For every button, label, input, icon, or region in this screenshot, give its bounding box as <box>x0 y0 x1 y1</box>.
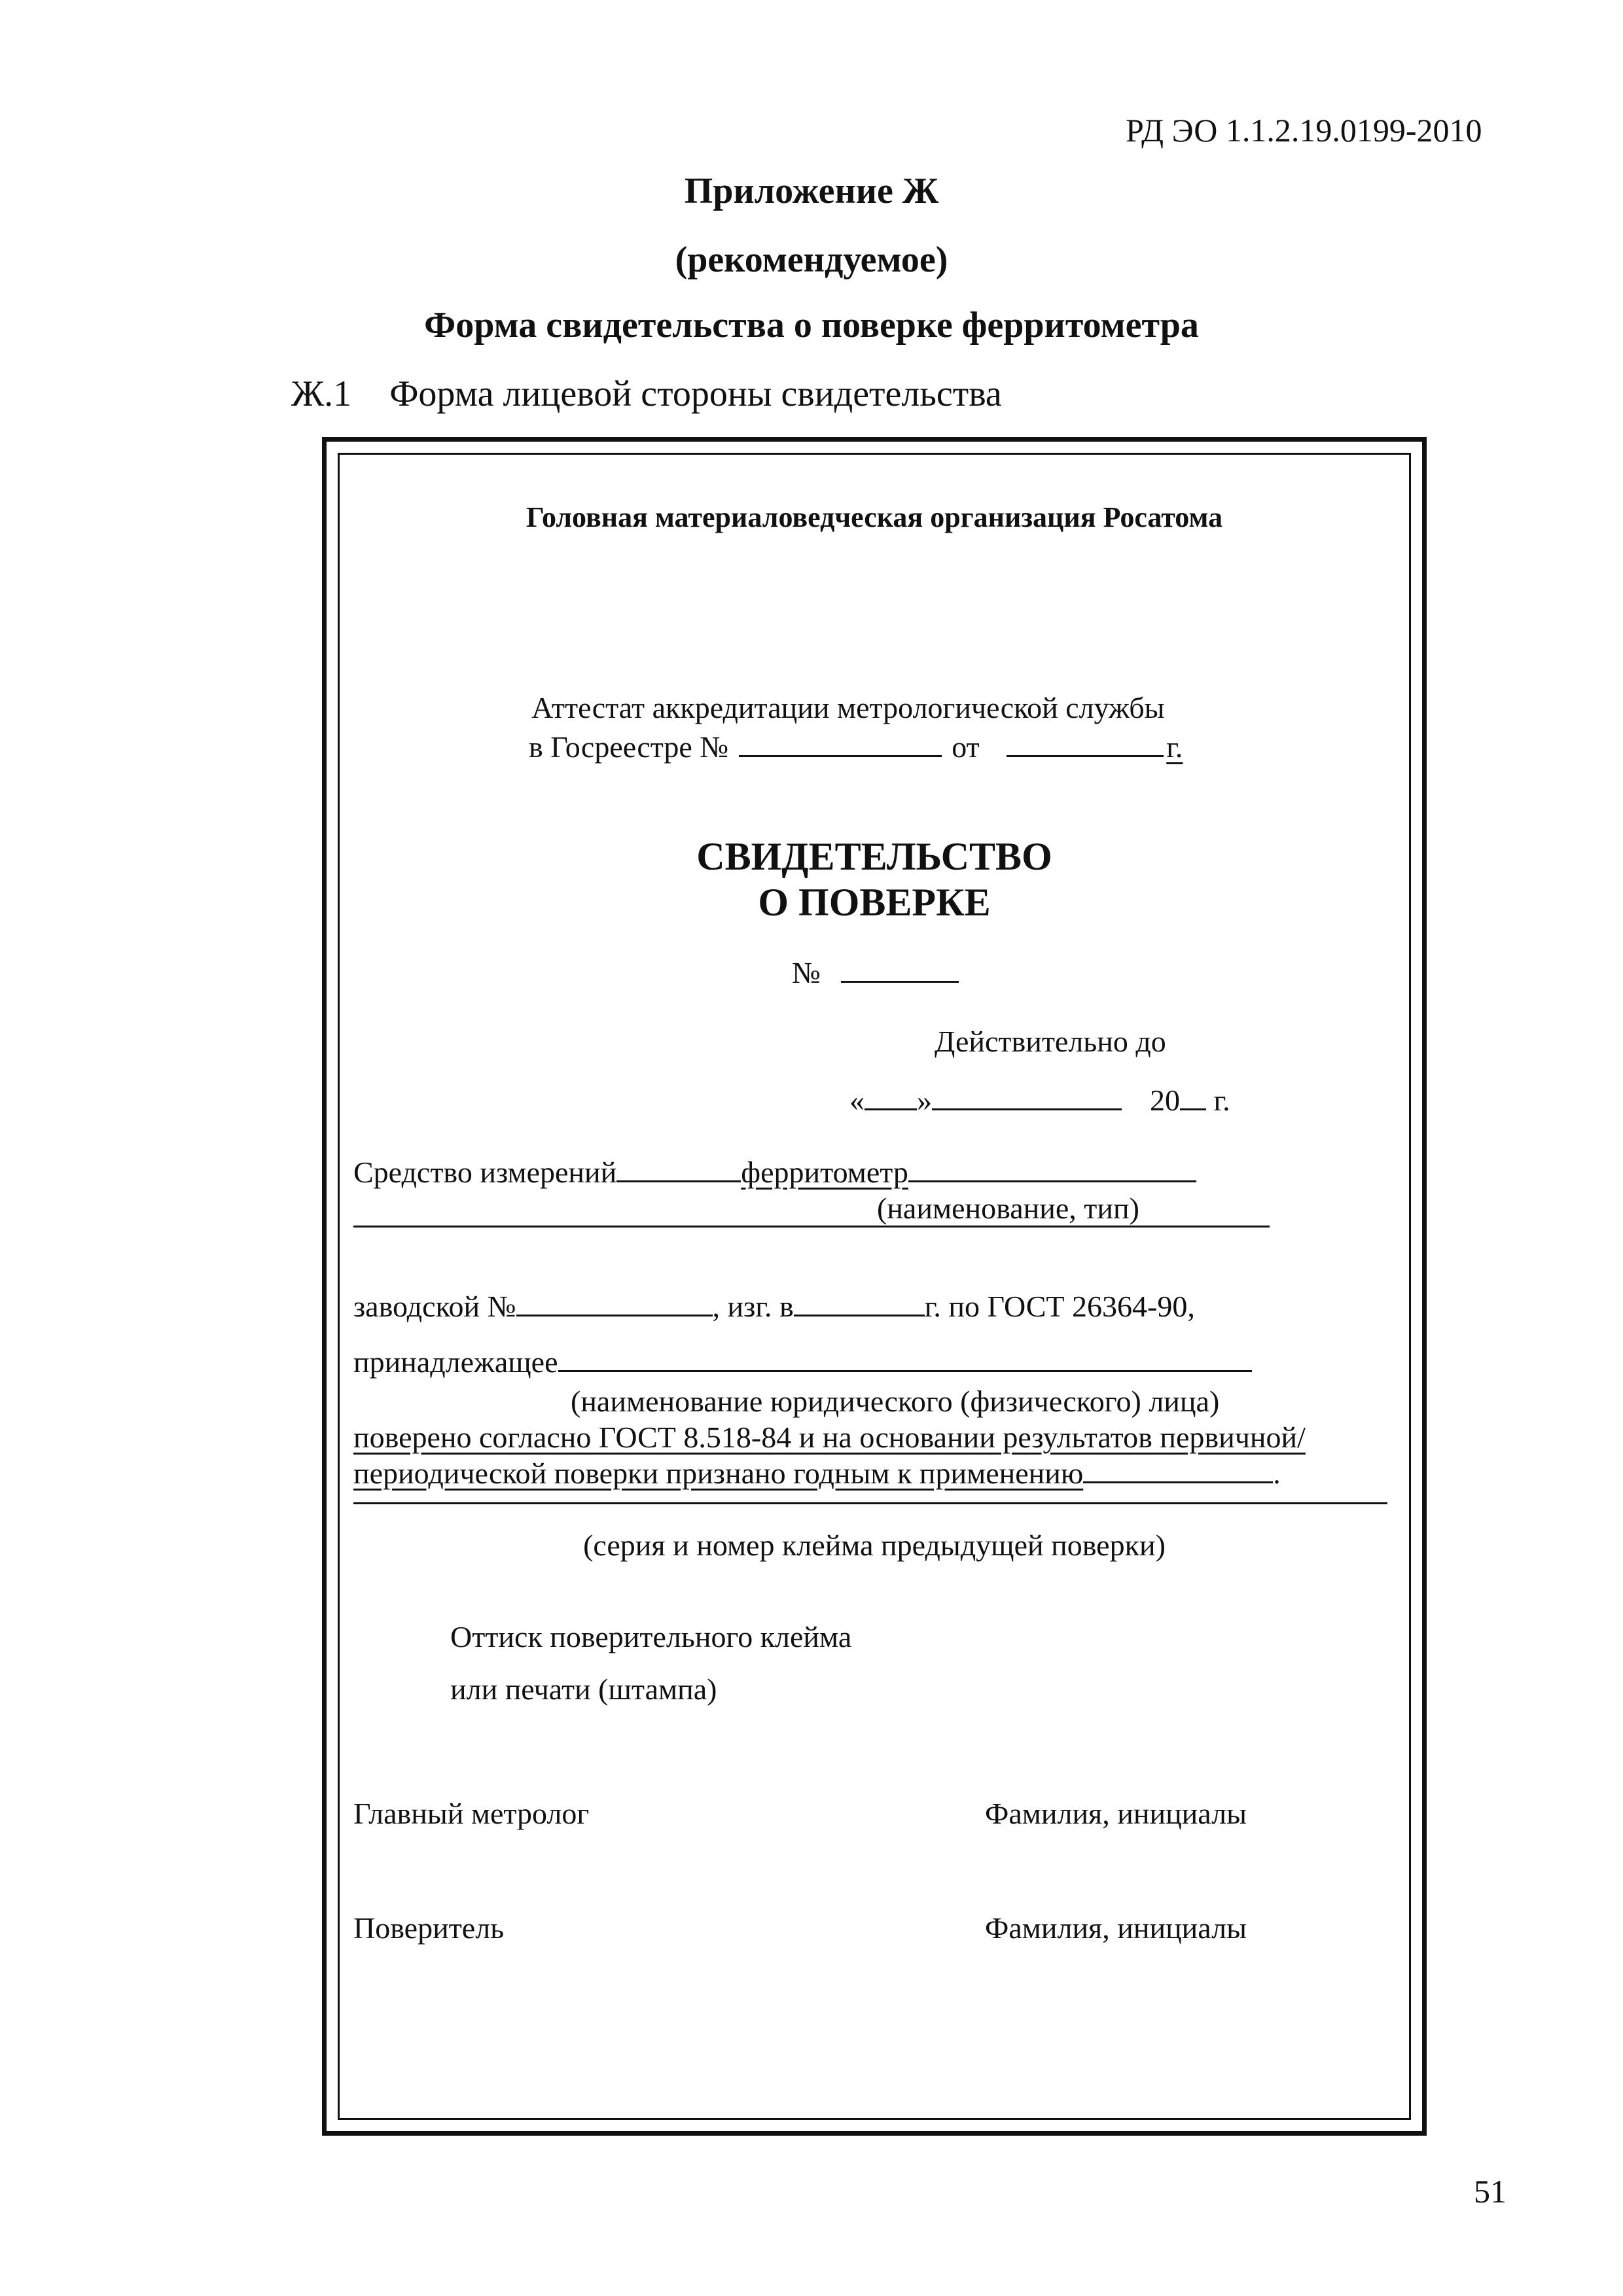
certificate-title-line1: СВИДЕТЕЛЬСТВО <box>696 835 1052 878</box>
appendix-subtitle: (рекомендуемое) <box>675 239 948 280</box>
valid-until-label: Действительно до <box>935 1025 1166 1058</box>
instrument-line2-rule <box>353 1226 1270 1227</box>
accreditation-from-label: от <box>952 730 980 764</box>
section-title: Форма лицевой стороны свидетельства <box>389 374 1002 414</box>
chief-metrologist-name: Фамилия, инициалы <box>985 1797 1247 1830</box>
instrument-label: Средство измерений <box>353 1156 617 1189</box>
verifier-name: Фамилия, инициалы <box>985 1911 1247 1945</box>
instrument-row <box>353 1155 1196 1190</box>
appendix-title: Приложение Ж <box>684 171 939 211</box>
stamp-caption: (серия и номер клейма предыдущей поверки) <box>583 1528 1166 1562</box>
month-blank <box>932 1102 1122 1110</box>
verifier-label: Поверитель <box>353 1911 505 1945</box>
instrument-value: ферритометр <box>741 1156 908 1189</box>
verified-line1: поверено согласно ГОСТ 8.518-84 и на основании результатов первичной/ <box>353 1421 1306 1454</box>
certificate-number-label: № <box>792 956 821 989</box>
accreditation-line2 <box>529 730 1183 764</box>
verified-line2: периодической поверки признано годным к применению <box>353 1457 1084 1490</box>
belonging-row <box>353 1345 1252 1379</box>
register-number-blank <box>739 749 942 757</box>
imprint-line1: Оттиск поверительного клейма <box>450 1620 852 1653</box>
organization-name: Головная материаловедческая организация Росатома <box>526 501 1223 533</box>
instrument-caption: (наименование, тип) <box>877 1192 1139 1225</box>
made-in-label: , изг. в <box>712 1290 794 1323</box>
made-year-blank <box>794 1308 925 1316</box>
document-code: РД ЭО 1.1.2.19.0199-2010 <box>1126 112 1482 149</box>
serial-label: заводской № <box>353 1290 516 1323</box>
verified-blank <box>1083 1475 1273 1483</box>
verified-end: . <box>1273 1457 1281 1490</box>
section-number: Ж.1 <box>291 374 352 414</box>
page-number: 51 <box>1474 2173 1507 2210</box>
serial-row <box>353 1289 1195 1324</box>
accreditation-line1: Аттестат аккредитации метрологической службы <box>531 691 1165 724</box>
belonging-caption: (наименование юридического (физического) лица) <box>571 1385 1220 1418</box>
valid-until-date <box>849 1083 1230 1118</box>
accreditation-year-suffix: г. <box>1166 730 1183 764</box>
belonging-blank <box>558 1364 1252 1372</box>
date-close-quote: » <box>917 1084 932 1117</box>
certificate-title-line2: О ПОВЕРКЕ <box>758 881 991 924</box>
year-blank <box>1180 1102 1206 1110</box>
verified-line2-row <box>353 1456 1281 1491</box>
chief-metrologist-label: Главный метролог <box>353 1797 590 1830</box>
certificate-number-blank <box>841 974 959 983</box>
date-century: 20 <box>1150 1084 1180 1117</box>
date-year-suffix: г. <box>1213 1084 1230 1117</box>
accreditation-register-label: в Госреестре № <box>529 730 729 764</box>
form-title: Форма свидетельства о поверке ферритометра <box>424 305 1199 345</box>
certificate-number <box>792 955 961 990</box>
belonging-label: принадлежащее <box>353 1345 558 1379</box>
date-open-quote: « <box>849 1084 865 1117</box>
serial-blank <box>516 1308 713 1316</box>
instrument-blank-post <box>908 1174 1196 1182</box>
gost-text: г. по ГОСТ 26364-90, <box>924 1290 1195 1323</box>
day-blank <box>865 1102 917 1110</box>
stamp-series-rule <box>353 1502 1387 1504</box>
instrument-blank-pre <box>616 1174 741 1182</box>
imprint-line2: или печати (штампа) <box>450 1672 717 1706</box>
register-date-blank <box>1007 749 1164 757</box>
section-heading <box>291 373 1002 415</box>
